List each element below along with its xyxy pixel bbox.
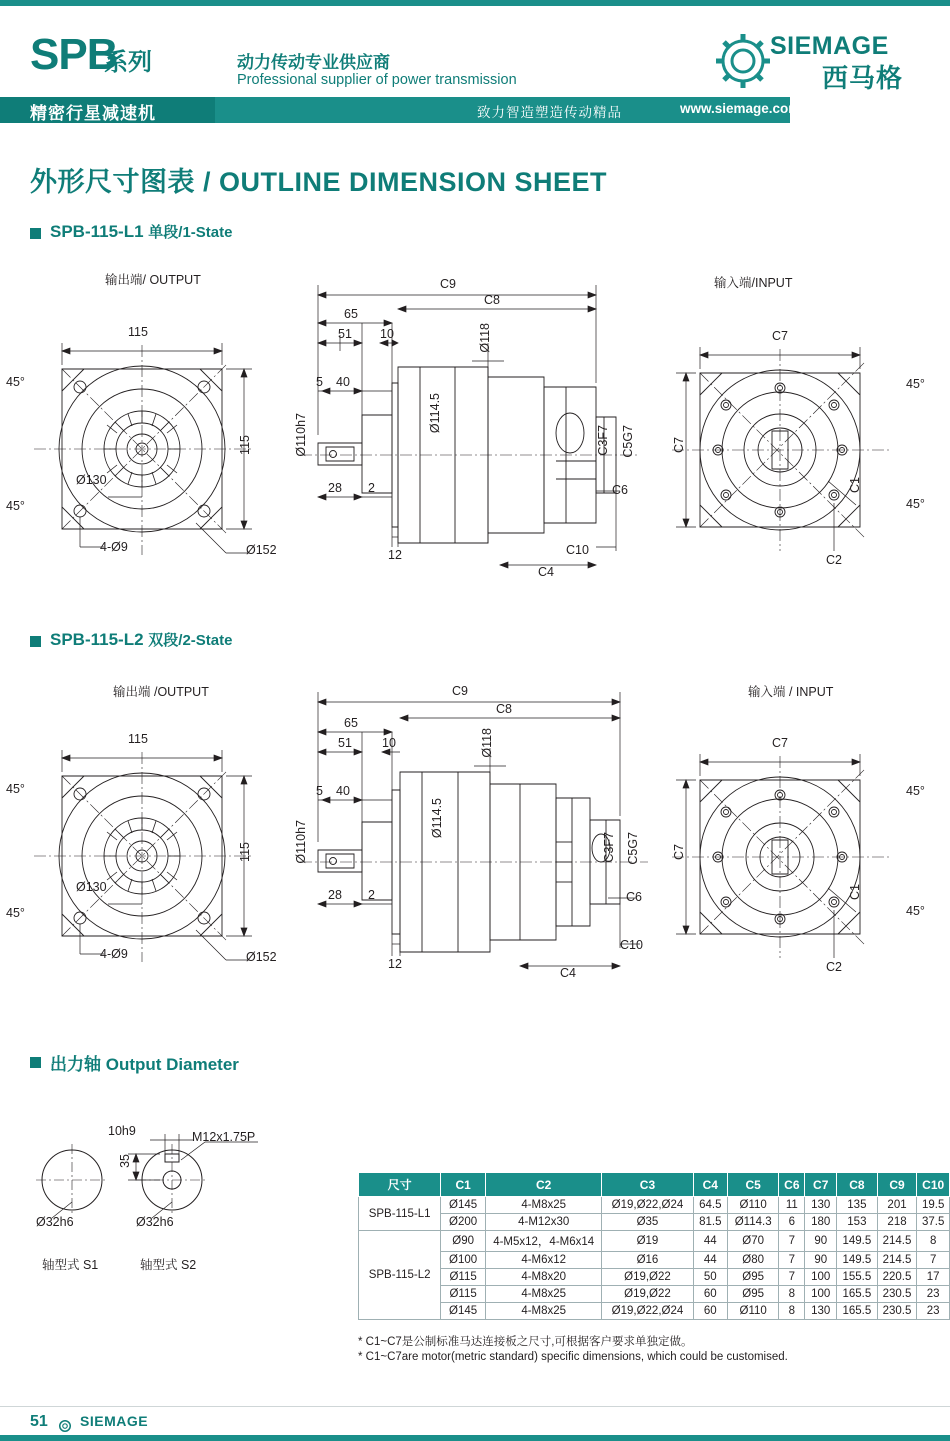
cell-c2: 4-M8x25 (486, 1303, 602, 1320)
d2-dim-51: 51 (338, 736, 352, 750)
cell-c6: 6 (779, 1214, 805, 1231)
d1-dim-65: 65 (344, 307, 358, 321)
cell-c8: 135 (837, 1197, 878, 1214)
th-c3: C3 (602, 1173, 693, 1197)
d2-dim-40: 40 (336, 784, 350, 798)
d1-dim-2: 2 (368, 481, 375, 495)
shaft-s1-dia: Ø32h6 (36, 1215, 74, 1229)
th-c1: C1 (441, 1173, 486, 1197)
cell-c10: 37.5 (917, 1214, 950, 1231)
cell-c10: 23 (917, 1303, 950, 1320)
d2-dim-10: 10 (382, 736, 396, 750)
shaft-key-10h9: 10h9 (108, 1124, 136, 1138)
cell-c7: 90 (805, 1231, 837, 1252)
d1-output-label: 输出端/ OUTPUT (105, 273, 201, 287)
d2-c4: C4 (560, 966, 576, 980)
d1-c1: C1 (848, 477, 862, 493)
dimension-table (358, 1172, 950, 1320)
page-header (0, 0, 950, 140)
d2-angle-tr: 45° (906, 784, 925, 798)
cell-c10: 19.5 (917, 1197, 950, 1214)
th-c6: C6 (779, 1173, 805, 1197)
d2-dim-2: 2 (368, 888, 375, 902)
drawing-spb-115-l1 (0, 265, 950, 595)
d2-c7-left: C7 (672, 844, 686, 860)
cell-c1: Ø115 (441, 1286, 486, 1303)
cell-c5: Ø95 (727, 1286, 778, 1303)
d2-c9: C9 (452, 684, 468, 698)
cell-c2: 4-M8x20 (486, 1269, 602, 1286)
cell-c3: Ø19,Ø22,Ø24 (602, 1197, 693, 1214)
brand-name-en: SIEMAGE (770, 32, 889, 60)
cell-c6: 11 (779, 1197, 805, 1214)
shaft-thread: M12x1.75P (192, 1130, 256, 1144)
d2-c5g7: C5G7 (626, 832, 640, 865)
brand-logo (710, 28, 930, 94)
cell-c3: Ø19,Ø22 (602, 1286, 693, 1303)
d2-dim-28: 28 (328, 888, 342, 902)
cell-c10: 8 (917, 1231, 950, 1252)
cell-c1: Ø90 (441, 1231, 486, 1252)
d1-angle-tl: 45° (6, 375, 25, 389)
cell-c7: 180 (805, 1214, 837, 1231)
d1-c7-left: C7 (672, 437, 686, 453)
row-group-name: SPB-115-L2 (359, 1231, 441, 1320)
cell-c3: Ø35 (602, 1214, 693, 1231)
header-slogan-cn: 动力传动专业供应商 (237, 53, 390, 72)
th-c10: C10 (917, 1173, 950, 1197)
cell-c2: 4-M12x30 (486, 1214, 602, 1231)
d2-dim-5: 5 (316, 784, 323, 798)
d1-dim-118: Ø118 (478, 323, 492, 353)
table-row (359, 1269, 950, 1286)
cell-c3: Ø16 (602, 1252, 693, 1269)
cell-c2: 4-M6x12 (486, 1252, 602, 1269)
cell-c6: 8 (779, 1303, 805, 1320)
section-3-title: 出力轴 Output Diameter (50, 1055, 239, 1074)
cell-c7: 130 (805, 1303, 837, 1320)
cell-c4: 44 (693, 1252, 727, 1269)
d2-c7-top: C7 (772, 736, 788, 750)
cell-c7: 100 (805, 1286, 837, 1303)
cell-c6: 8 (779, 1286, 805, 1303)
cell-c10: 7 (917, 1252, 950, 1269)
th-c2: C2 (486, 1173, 602, 1197)
footer-divider (0, 1406, 950, 1407)
th-c7: C7 (805, 1173, 837, 1197)
d2-input-label: 输入端 / INPUT (748, 685, 834, 699)
th-c4: C4 (693, 1173, 727, 1197)
cell-c3: Ø19,Ø22,Ø24 (602, 1303, 693, 1320)
d1-dim-5: 5 (316, 375, 323, 389)
d1-c7-top: C7 (772, 329, 788, 343)
d1-c10: C10 (566, 543, 589, 557)
cell-c6: 7 (779, 1252, 805, 1269)
d1-c4: C4 (538, 565, 554, 579)
cell-c5: Ø95 (727, 1269, 778, 1286)
drawing-1-svg (0, 265, 950, 595)
shaft-key-35: 35 (118, 1154, 132, 1168)
cell-c1: Ø200 (441, 1214, 486, 1231)
shaft-s1-label: 轴型式 S1 (42, 1258, 99, 1272)
cell-c5: Ø70 (727, 1231, 778, 1252)
d1-dim-110h7: Ø110h7 (294, 413, 308, 457)
table-note-cn: * C1~C7是公制标准马达连接板之尺寸,可根据客户要求单独定做。 (358, 1336, 693, 1348)
page-title: 外形尺寸图表 / OUTLINE DIMENSION SHEET (30, 167, 608, 197)
d1-angle-tr: 45° (906, 377, 925, 391)
header-website[interactable]: www.siemage.com (680, 101, 801, 116)
d1-dim-152: Ø152 (246, 543, 277, 557)
logo-spb-text: SPB (30, 30, 118, 79)
d1-c5g7: C5G7 (621, 425, 635, 458)
cell-c3: Ø19 (602, 1231, 693, 1252)
th-c8: C8 (837, 1173, 878, 1197)
d1-dim-40: 40 (336, 375, 350, 389)
cell-c9: 230.5 (877, 1286, 917, 1303)
table-row (359, 1252, 950, 1269)
cell-c9: 214.5 (877, 1252, 917, 1269)
section-3-bullet (30, 1057, 41, 1068)
d1-dim-115-top: 115 (128, 325, 148, 339)
table-body (359, 1197, 950, 1320)
th-c9: C9 (877, 1173, 917, 1197)
th-c5: C5 (727, 1173, 778, 1197)
table-header-row (359, 1173, 950, 1197)
d2-dim-115-right: 115 (238, 842, 252, 862)
d2-c10: C10 (620, 938, 643, 952)
d1-angle-br: 45° (906, 497, 925, 511)
cell-c9: 230.5 (877, 1303, 917, 1320)
table-row (359, 1214, 950, 1231)
cell-c9: 218 (877, 1214, 917, 1231)
cell-c10: 23 (917, 1286, 950, 1303)
section-1-subtitle: 单段/1-State (148, 224, 233, 241)
cell-c5: Ø110 (727, 1303, 778, 1320)
d1-dim-10: 10 (380, 327, 394, 341)
cell-c6: 7 (779, 1231, 805, 1252)
d2-output-label: 输出端 /OUTPUT (113, 685, 209, 699)
d2-dim-152: Ø152 (246, 950, 277, 964)
logo-subtitle: 精密行星减速机 (30, 104, 156, 123)
cell-c4: 50 (693, 1269, 727, 1286)
footer-brand: SIEMAGE (80, 1413, 149, 1429)
table-row (359, 1303, 950, 1320)
cell-c3: Ø19,Ø22 (602, 1269, 693, 1286)
d2-dim-110h7: Ø110h7 (294, 820, 308, 864)
cell-c9: 201 (877, 1197, 917, 1214)
header-slogan-en: Professional supplier of power transmission (237, 72, 517, 88)
row-group-name: SPB-115-L1 (359, 1197, 441, 1231)
d2-angle-bl: 45° (6, 906, 25, 920)
cell-c1: Ø145 (441, 1303, 486, 1320)
brand-name-cn: 西马格 (822, 63, 904, 93)
d2-dim-1145: Ø114.5 (430, 798, 444, 839)
cell-c8: 165.5 (837, 1286, 878, 1303)
cell-c7: 100 (805, 1269, 837, 1286)
d2-dim-12: 12 (388, 957, 402, 971)
d2-angle-br: 45° (906, 904, 925, 918)
d1-c6: C6 (612, 483, 628, 497)
d1-dim-115-right: 115 (238, 435, 252, 455)
cell-c1: Ø100 (441, 1252, 486, 1269)
footer-bottom-rule (0, 1435, 950, 1441)
section-1-code: SPB-115-L1 (50, 222, 144, 241)
d2-dim-65: 65 (344, 716, 358, 730)
table-note-en: * C1~C7are motor(metric standard) specific dimensions, which could be customised. (358, 1351, 788, 1363)
d1-dim-1145: Ø114.5 (428, 393, 442, 434)
cell-c4: 60 (693, 1286, 727, 1303)
cell-c4: 81.5 (693, 1214, 727, 1231)
table-row (359, 1231, 950, 1252)
cell-c5: Ø114.3 (727, 1214, 778, 1231)
section-2-title (50, 629, 232, 650)
d1-angle-bl: 45° (6, 499, 25, 513)
table-row (359, 1286, 950, 1303)
d2-angle-tl: 45° (6, 782, 25, 796)
d1-input-label: 输入端/INPUT (714, 276, 793, 290)
d1-dim-51: 51 (338, 327, 352, 341)
d2-c1: C1 (848, 884, 862, 900)
cell-c8: 155.5 (837, 1269, 878, 1286)
d2-dim-115-top: 115 (128, 732, 148, 746)
d1-c3f7: C3F7 (596, 425, 610, 456)
drawing-2-svg (0, 672, 950, 1002)
d1-c8: C8 (484, 293, 500, 307)
cell-c8: 165.5 (837, 1303, 878, 1320)
cell-c2: 4-M5x12，4-M6x14 (486, 1231, 602, 1252)
d2-dim-4xo9: 4-Ø9 (100, 947, 128, 961)
cell-c8: 149.5 (837, 1252, 878, 1269)
cell-c9: 220.5 (877, 1269, 917, 1286)
cell-c6: 7 (779, 1269, 805, 1286)
section-1-bullet (30, 228, 41, 239)
shaft-s2-label: 轴型式 S2 (140, 1258, 197, 1272)
cell-c7: 90 (805, 1252, 837, 1269)
cell-c10: 17 (917, 1269, 950, 1286)
cell-c7: 130 (805, 1197, 837, 1214)
cell-c8: 149.5 (837, 1231, 878, 1252)
d2-c3f7: C3F7 (602, 832, 616, 863)
page-number: 51 (30, 1413, 48, 1430)
cell-c9: 214.5 (877, 1231, 917, 1252)
d1-dim-4xo9: 4-Ø9 (100, 540, 128, 554)
d2-dim-118: Ø118 (480, 728, 494, 758)
cell-c5: Ø80 (727, 1252, 778, 1269)
footer-gear-icon (56, 1417, 74, 1435)
cell-c8: 153 (837, 1214, 878, 1231)
section-2-code: SPB-115-L2 (50, 630, 144, 649)
d1-c2: C2 (826, 553, 842, 567)
cell-c1: Ø115 (441, 1269, 486, 1286)
d2-c6: C6 (626, 890, 642, 904)
section-2-bullet (30, 636, 41, 647)
shaft-s2-dia: Ø32h6 (136, 1215, 174, 1229)
header-strip-cn: 致力智造塑造传动精品 (477, 105, 622, 120)
logo-series-text: 系列 (104, 49, 152, 76)
shaft-diagrams (0, 1110, 340, 1290)
d2-dim-130: Ø130 (76, 880, 107, 894)
d1-dim-28: 28 (328, 481, 342, 495)
cell-c2: 4-M8x25 (486, 1197, 602, 1214)
d2-c8: C8 (496, 702, 512, 716)
table-row (359, 1197, 950, 1214)
cell-c4: 44 (693, 1231, 727, 1252)
d2-c2: C2 (826, 960, 842, 974)
cell-c1: Ø145 (441, 1197, 486, 1214)
d1-dim-130: Ø130 (76, 473, 107, 487)
section-2-subtitle: 双段/2-State (148, 632, 233, 649)
drawing-spb-115-l2 (0, 672, 950, 1002)
d1-c9: C9 (440, 277, 456, 291)
cell-c2: 4-M8x25 (486, 1286, 602, 1303)
cell-c4: 64.5 (693, 1197, 727, 1214)
cell-c5: Ø110 (727, 1197, 778, 1214)
cell-c4: 60 (693, 1303, 727, 1320)
d1-dim-12: 12 (388, 548, 402, 562)
th-size: 尺寸 (359, 1173, 441, 1197)
section-1-title (50, 221, 232, 242)
